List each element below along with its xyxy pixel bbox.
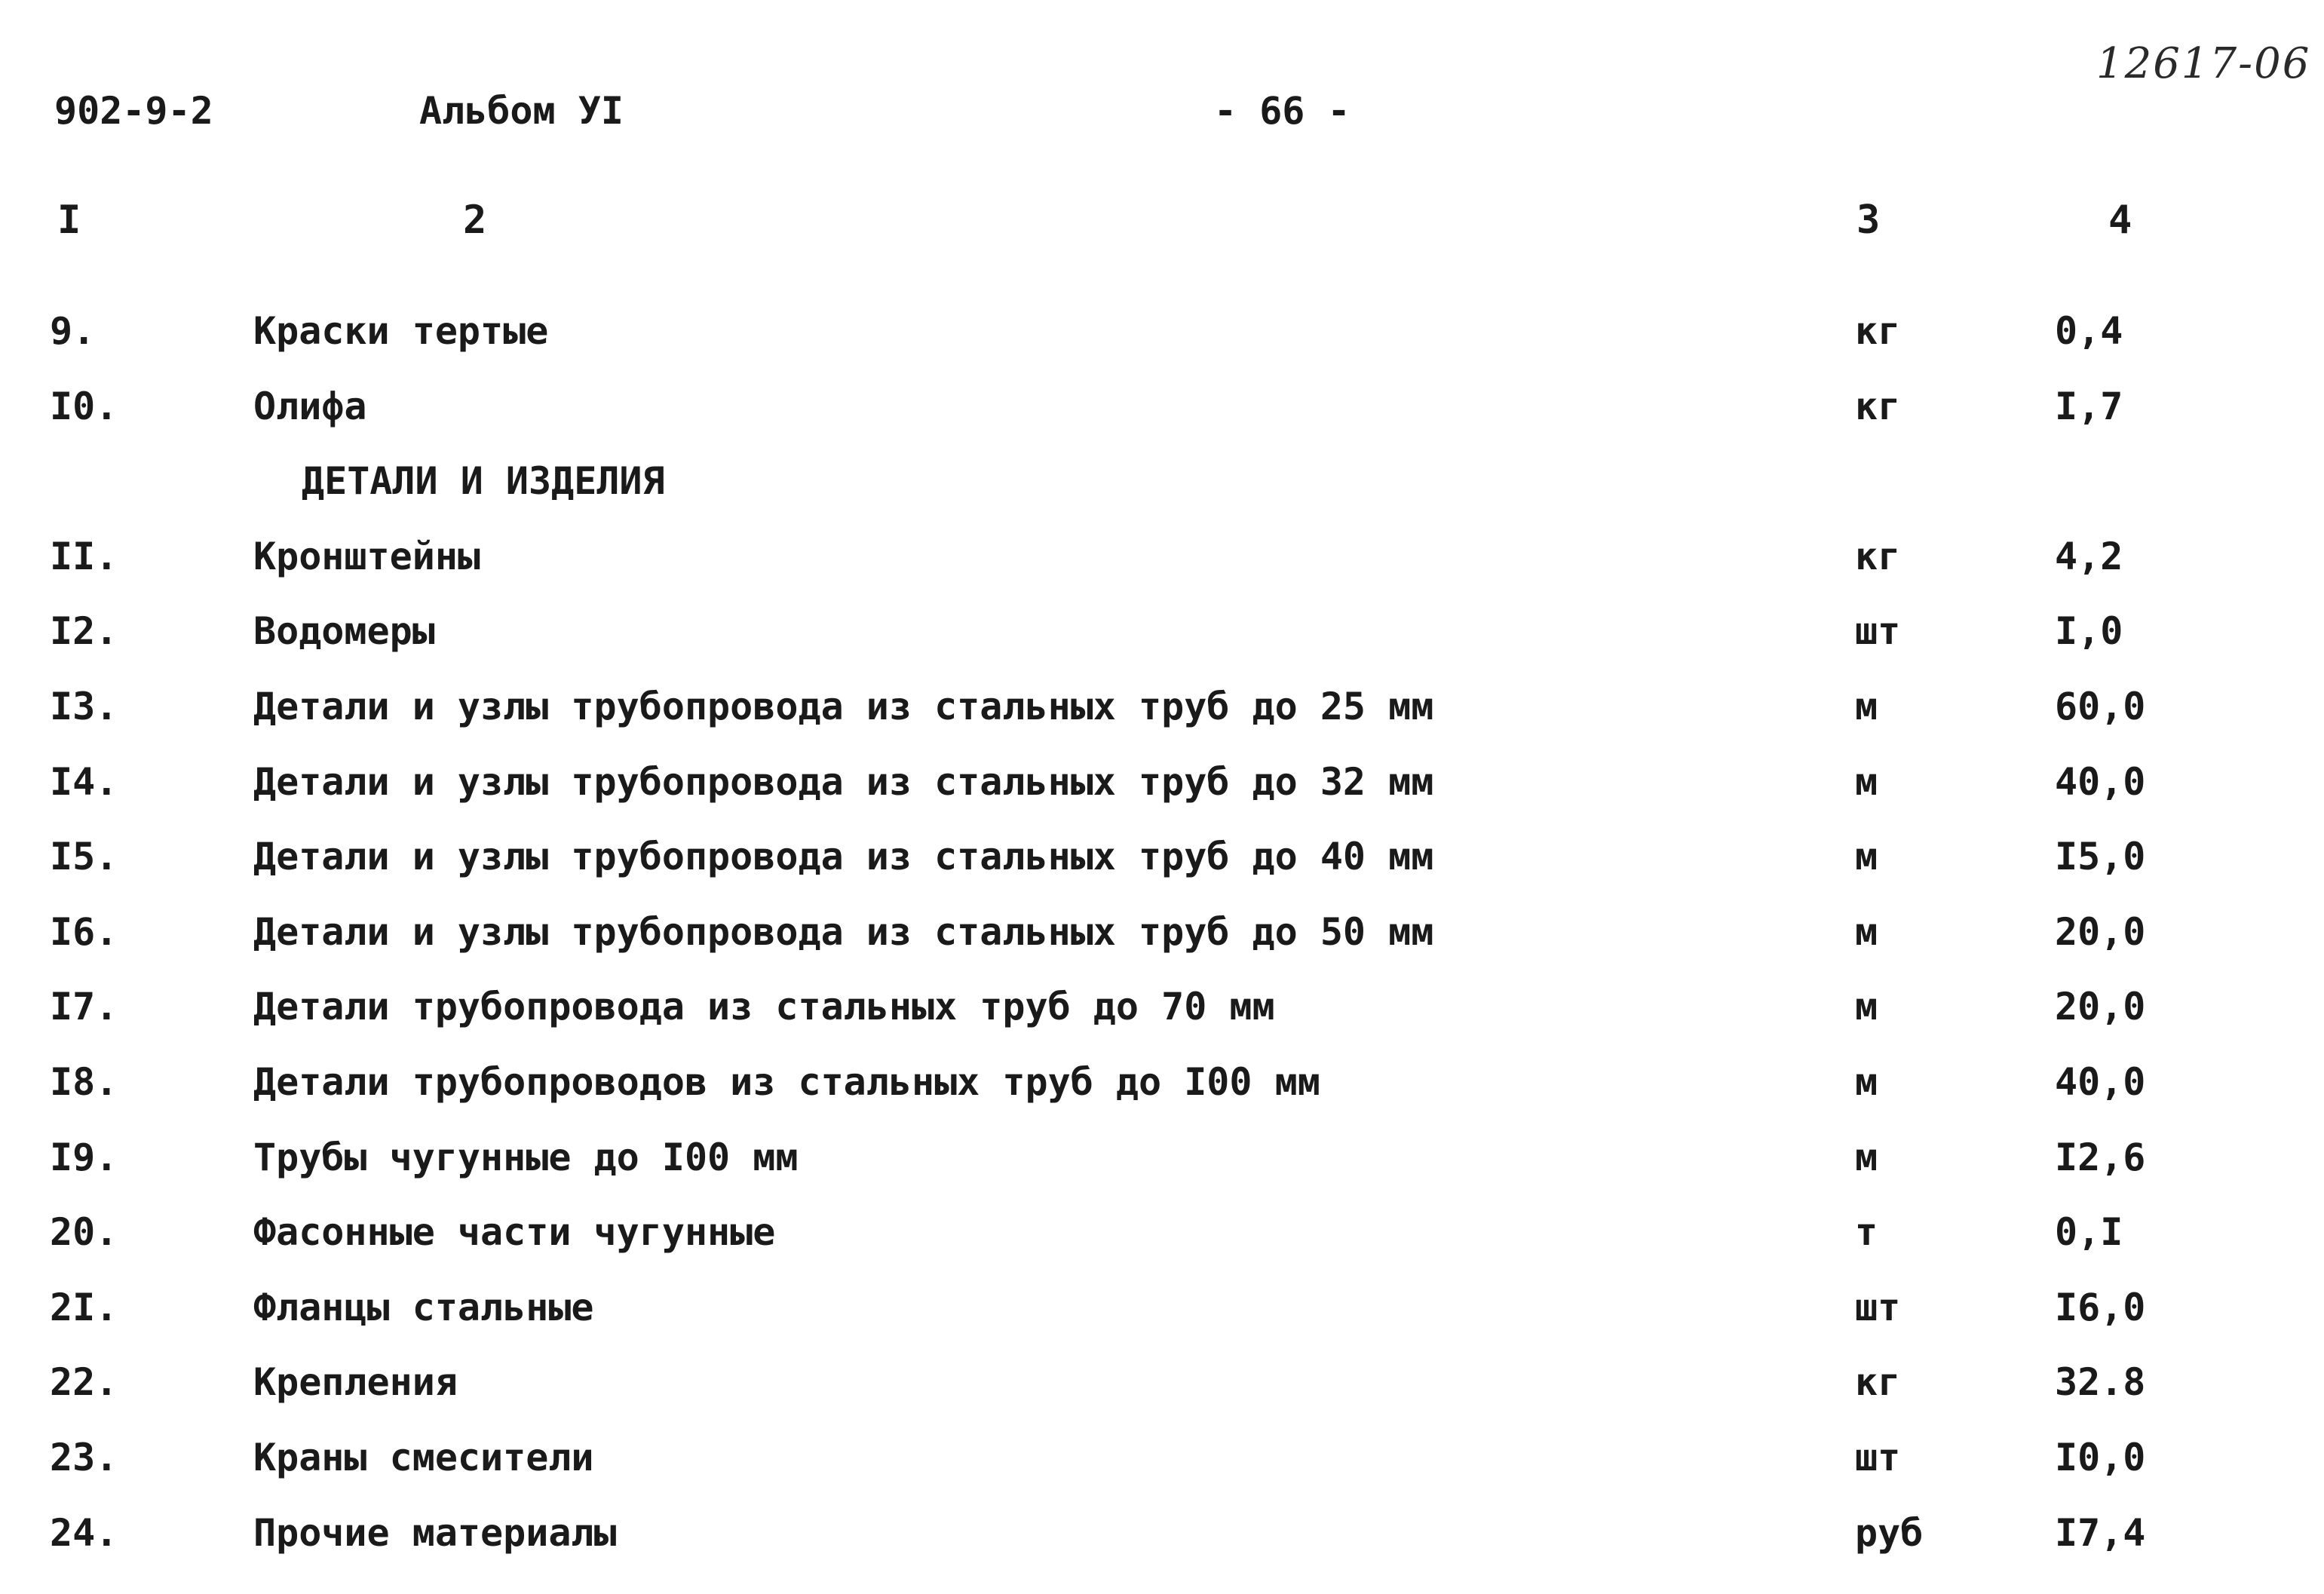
- item-name: Краны смесители: [253, 1435, 594, 1479]
- list-item: [0, 827, 2324, 903]
- item-name: Детали и узлы трубопровода из стальных труб до 25 мм: [253, 684, 1434, 728]
- item-quantity: 20,0: [2055, 909, 2146, 954]
- item-unit: м: [1855, 835, 1878, 879]
- item-unit: шт: [1855, 1285, 1901, 1329]
- list-item: [0, 1128, 2324, 1203]
- item-unit: м: [1855, 759, 1878, 804]
- item-unit: м: [1855, 684, 1878, 728]
- item-unit: кг: [1855, 384, 1901, 428]
- item-unit: м: [1855, 1135, 1878, 1179]
- doc-code: 902-9-2: [54, 89, 213, 133]
- item-quantity: I2,6: [2055, 1135, 2146, 1179]
- item-number: II.: [50, 534, 118, 578]
- section-row: [0, 452, 2324, 527]
- item-quantity: I5,0: [2055, 835, 2146, 879]
- item-name: Краски тертые: [253, 309, 549, 353]
- item-unit: кг: [1855, 309, 1901, 353]
- list-item: [0, 1504, 2324, 1579]
- item-unit: м: [1855, 909, 1878, 954]
- item-unit: т: [1855, 1210, 1878, 1255]
- item-unit: м: [1855, 1059, 1878, 1104]
- list-item: [0, 977, 2324, 1053]
- page-number: - 66 -: [1214, 89, 1351, 133]
- item-name: Олифа: [253, 384, 367, 428]
- item-quantity: 0,I: [2055, 1210, 2123, 1255]
- item-number: I2.: [50, 609, 118, 654]
- item-name: Прочие материалы: [253, 1510, 617, 1555]
- item-quantity: I6,0: [2055, 1285, 2146, 1329]
- list-item: [0, 302, 2324, 377]
- list-item: [0, 1353, 2324, 1428]
- item-number: 23.: [50, 1435, 118, 1479]
- item-unit: кг: [1855, 1360, 1901, 1405]
- list-item: [0, 1203, 2324, 1278]
- item-name: Детали и узлы трубопровода из стальных труб до 32 мм: [253, 759, 1434, 804]
- item-quantity: I,7: [2055, 384, 2123, 428]
- column-header-2: 2: [463, 198, 487, 243]
- item-name: Детали трубопровода из стальных труб до 70 мм: [253, 985, 1275, 1029]
- item-number: 22.: [50, 1360, 118, 1405]
- item-unit: шт: [1855, 609, 1901, 654]
- item-name: Детали и узлы трубопровода из стальных труб до 40 мм: [253, 835, 1434, 879]
- list-item: [0, 602, 2324, 677]
- list-item: [0, 377, 2324, 452]
- item-number: I4.: [50, 759, 118, 804]
- item-number: I7.: [50, 985, 118, 1029]
- archive-number: 12617-06: [2096, 39, 2311, 88]
- item-name: Трубы чугунные до I00 мм: [253, 1135, 799, 1179]
- item-number: 20.: [50, 1210, 118, 1255]
- item-name: Водомеры: [253, 609, 435, 654]
- album-title: Альбом УI: [419, 89, 624, 133]
- item-number: I3.: [50, 684, 118, 728]
- item-quantity: 0,4: [2055, 309, 2123, 353]
- item-name: Крепления: [253, 1360, 458, 1405]
- item-quantity: 4,2: [2055, 534, 2123, 578]
- item-unit: шт: [1855, 1435, 1901, 1479]
- materials-list: [0, 302, 2324, 1578]
- item-name: Детали трубопроводов из стальных труб до I00 мм: [253, 1059, 1320, 1104]
- item-number: I9.: [50, 1135, 118, 1179]
- list-item: [0, 903, 2324, 978]
- list-item: [0, 753, 2324, 828]
- list-item: [0, 527, 2324, 602]
- item-quantity: 40,0: [2055, 1059, 2146, 1104]
- item-quantity: I0,0: [2055, 1435, 2146, 1479]
- item-number: I0.: [50, 384, 118, 428]
- item-number: 2I.: [50, 1285, 118, 1329]
- list-item: [0, 1428, 2324, 1504]
- item-number: 24.: [50, 1510, 118, 1555]
- item-quantity: I7,4: [2055, 1510, 2146, 1555]
- item-name: Фланцы стальные: [253, 1285, 594, 1329]
- item-quantity: I,0: [2055, 609, 2123, 654]
- item-number: 9.: [50, 309, 96, 353]
- item-unit: м: [1855, 985, 1878, 1029]
- list-item: [0, 677, 2324, 753]
- item-number: I5.: [50, 835, 118, 879]
- column-header-4: 4: [2108, 198, 2132, 243]
- list-item: [0, 1278, 2324, 1353]
- item-quantity: 60,0: [2055, 684, 2146, 728]
- item-number: I6.: [50, 909, 118, 954]
- column-header-3: 3: [1856, 198, 1881, 243]
- item-quantity: 32.8: [2055, 1360, 2146, 1405]
- item-number: I8.: [50, 1059, 118, 1104]
- item-unit: руб: [1855, 1510, 1924, 1555]
- item-name: Кронштейны: [253, 534, 481, 578]
- list-item: [0, 1053, 2324, 1128]
- item-name: Детали и узлы трубопровода из стальных труб до 50 мм: [253, 909, 1434, 954]
- item-unit: кг: [1855, 534, 1901, 578]
- item-quantity: 40,0: [2055, 759, 2146, 804]
- item-name: Фасонные части чугунные: [253, 1210, 776, 1255]
- item-quantity: 20,0: [2055, 985, 2146, 1029]
- column-header-1: I: [57, 198, 81, 243]
- section-title: ДЕТАЛИ И ИЗДЕЛИЯ: [302, 459, 665, 504]
